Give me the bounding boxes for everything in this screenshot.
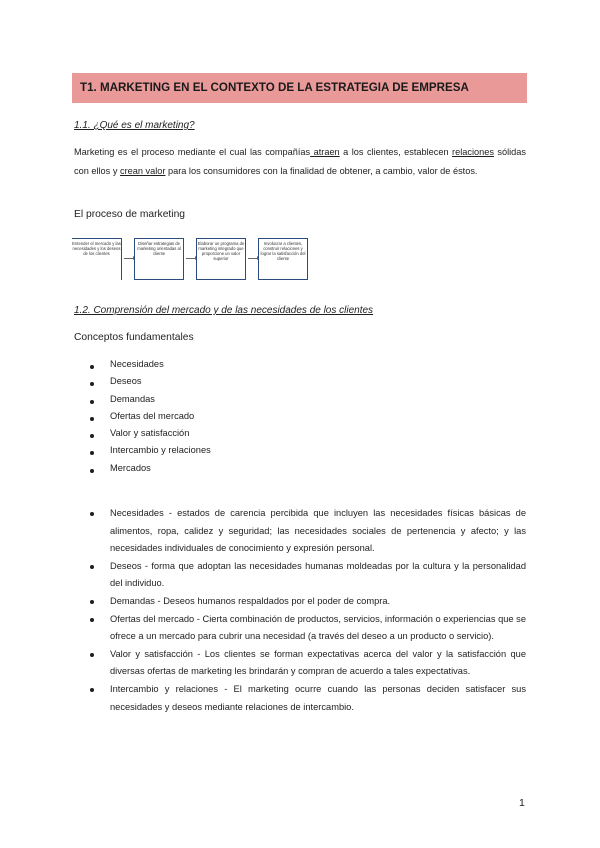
- process-step-2: Diseñar estrategias de marketing orientadas al cliente: [134, 238, 184, 280]
- list-item: Demandas - Deseos humanos respaldados por el poder de compra.: [74, 593, 526, 611]
- list-item: Deseos - forma que adoptan las necesidades humanas moldeadas por la cultura y la personalidad del individuo.: [74, 558, 526, 593]
- process-step-1: Entender el mercado y las necesidades y los deseos de los clientes: [72, 238, 122, 280]
- definition-text-2: a los clientes, establecen: [339, 147, 453, 157]
- arrow-icon: [248, 258, 258, 259]
- concepts-subtitle: Conceptos fundamentales: [74, 332, 194, 343]
- list-item: Intercambio y relaciones - El marketing ocurre cuando las personas deciden satisfacer sus necesidades y deseos mediante relaciones de intercambio.: [74, 681, 526, 716]
- marketing-definition: [74, 143, 526, 181]
- list-item: Necesidades - estados de carencia percibida que incluyen las necesidades físicas básicas de alimentos, ropa, calidez y seguridad; las necesidades sociales de pertenencia y afecto; y las necesidades individuales de conocimiento y expresión personal.: [74, 505, 526, 558]
- page-number: 1: [519, 797, 525, 809]
- definition-text-4: para los consumidores con la finalidad de obtener, a cambio, valor de éstos.: [165, 166, 478, 176]
- definition-text-1: Marketing es el proceso mediante el cual las compañías: [74, 147, 311, 157]
- document-title: T1. MARKETING EN EL CONTEXTO DE LA ESTRATEGIA DE EMPRESA: [80, 81, 469, 94]
- term-crean-valor: crean valor: [119, 166, 166, 176]
- list-item: Valor y satisfacción - Los clientes se forman expectativas acerca del valor y la satisfacción que diversas ofertas de marketing les brindarán y compran de acuerdo a tales expectativas.: [74, 646, 526, 681]
- arrow-icon: [124, 258, 134, 259]
- process-title: El proceso de marketing: [74, 209, 186, 220]
- title-banner: [72, 73, 527, 103]
- term-relaciones: relaciones: [452, 147, 494, 157]
- section-heading-1-1: 1.1. ¿Qué es el marketing?: [74, 120, 195, 131]
- definitions-list: [74, 505, 526, 716]
- definition-text-3: sólidas con ellos y: [74, 147, 526, 176]
- arrow-icon: [186, 258, 196, 259]
- list-item: Ofertas del mercado - Cierta combinación de productos, servicios, información o experiencias que se ofrece a un mercado para cubrir una necesidad (a través del deseo a un producto o servicio).: [74, 611, 526, 646]
- marketing-process-diagram: [72, 238, 312, 282]
- process-step-3: Elaborar un programa de marketing integrado que proporcione un valor superior: [196, 238, 246, 280]
- term-atraen: atraen: [310, 147, 340, 157]
- process-step-4: Involucrar a clientes, construir relaciones y lograr la satisfacción del cliente: [258, 238, 308, 280]
- section-heading-1-2: 1.2. Comprensión del mercado y de las necesidades de los clientes: [74, 305, 374, 316]
